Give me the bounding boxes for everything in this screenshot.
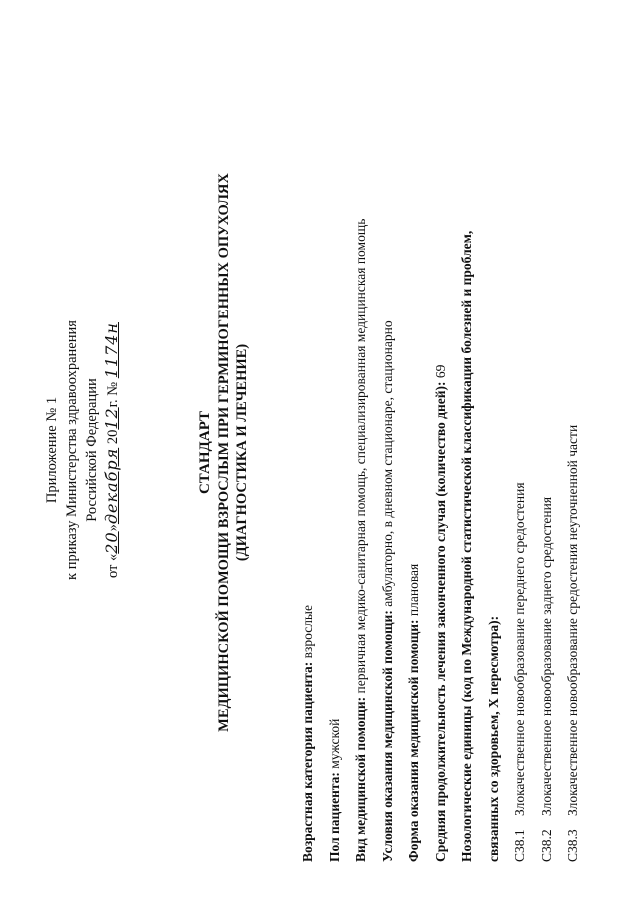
date-prefix: от «: [105, 553, 121, 578]
field-treatment-duration: [428, 32, 455, 862]
field-value: первичная медико-санитарная помощь, специализированная медицинская помощь: [353, 218, 368, 697]
icd-description: Злокачественное новообразование средостения неуточненной части: [565, 424, 580, 816]
document-title: [196, 0, 251, 905]
nosology-label-line1: Нозологические единицы (код по Международной статистической классификации болезней и проблем,: [459, 230, 474, 862]
nosology-label-line2: связанных со здоровьем, X пересмотра):: [485, 615, 501, 862]
annex-header: [42, 240, 123, 660]
date-post: г. №: [105, 381, 121, 408]
field-label: Условия оказания медицинской помощи:: [379, 610, 395, 862]
field-value: мужской: [326, 718, 342, 773]
field-value: амбулаторно, в дневном стационаре, стационарно: [379, 320, 395, 611]
icd-code: C38.2: [538, 829, 554, 862]
icd-code: C38.1: [512, 829, 527, 862]
annex-federation: Российской Федерации: [84, 378, 100, 522]
handwritten-year: 12: [102, 407, 121, 430]
icd-code: C38.3: [565, 829, 580, 862]
handwritten-day: 20: [102, 531, 121, 554]
field-label: Форма оказания медицинской помощи:: [406, 619, 421, 862]
field-age-category: [295, 32, 322, 862]
field-value: плановая: [406, 563, 421, 620]
field-label: Вид медицинской помощи:: [353, 696, 368, 862]
icd-code-row: [507, 32, 534, 862]
field-care-form: [401, 32, 428, 862]
title-subtitle: (ДИАГНОСТИКА И ЛЕЧЕНИЕ): [234, 343, 250, 562]
annex-number: Приложение № 1: [44, 396, 60, 504]
field-label: Средняя продолжительность лечения законченного случая (количество дней):: [432, 381, 448, 862]
field-value: 69: [432, 364, 448, 382]
date-mid: »: [105, 524, 121, 532]
icd-code-list: [507, 32, 587, 862]
icd-code-row: [534, 32, 561, 862]
icd-code-row: [560, 32, 587, 862]
document-body: [295, 32, 587, 862]
field-label: Возрастная категория пациента:: [300, 661, 315, 862]
title-main: МЕДИЦИНСКОЙ ПОМОЩИ ВЗРОСЛЫМ ПРИ ГЕРМИНОГЕННЫХ ОПУХОЛЯХ: [216, 173, 232, 732]
handwritten-order-number: 1174н: [102, 322, 121, 379]
field-value: взрослые: [300, 605, 315, 662]
icd-description: Злокачественное новообразование переднего средостения: [512, 482, 527, 816]
field-care-conditions: [375, 32, 402, 862]
icd-description: Злокачественное новообразование заднего средостения: [538, 496, 554, 816]
field-sex: [322, 32, 349, 862]
field-care-type: [348, 32, 375, 862]
annex-date-line: [102, 240, 123, 660]
handwritten-month: декабря: [102, 447, 121, 525]
annex-order-ministry: к приказу Министерства здравоохранения: [64, 320, 80, 580]
field-label: Пол пациента:: [326, 772, 342, 862]
date-year-prefix: 20: [105, 429, 121, 445]
title-standard: СТАНДАРТ: [197, 410, 213, 495]
